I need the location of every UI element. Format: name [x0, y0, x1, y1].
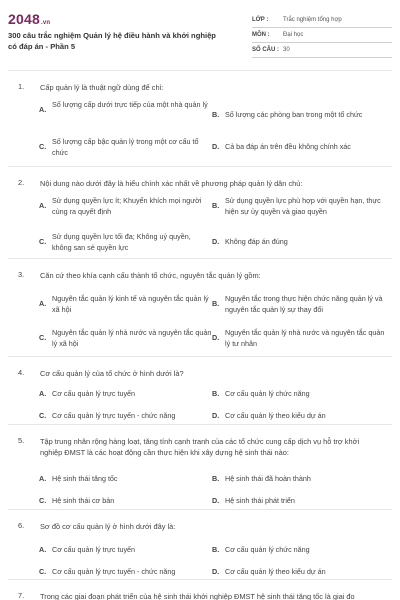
question-text: Trong các giai đoạn phát triển của hệ sinh thái khởi nghiệp ĐMST hệ sinh thái tăng tốc là giai đo	[40, 592, 355, 600]
question-text: Tập trung nhân rộng hàng loạt, tăng tính cạnh tranh của các tổ chức cung cấp dịch vụ hỗ trợ khởi nghiệp ĐMST là các hoạt động cần thực hiện khi xây dựng hệ sinh thái nào:	[40, 437, 360, 457]
option-letter: B.	[212, 389, 220, 398]
question-number: 5.	[18, 436, 25, 445]
option-letter: A.	[39, 545, 47, 554]
question-divider	[8, 424, 392, 425]
option-text: Số lượng cấp dưới trực tiếp của một nhà quản lý	[52, 100, 208, 109]
option-letter: D.	[212, 411, 220, 420]
meta-label: MÔN :	[252, 32, 270, 38]
question-number: 3.	[18, 270, 25, 279]
question-number: 6.	[18, 521, 25, 530]
logo-tld: .vn	[40, 20, 51, 26]
document-title: 300 câu trắc nghiệm Quản lý hệ điều hành và khởi nghiệp có đáp án - Phần 5	[8, 31, 216, 51]
option-text: Cơ cấu quản lý theo kiểu dự án	[225, 411, 326, 420]
option-text: Sử dụng quyền lực ít; Khuyến khích mọi người cùng ra quyết định	[52, 196, 202, 216]
meta-value: Trắc nghiệm tổng hợp	[283, 17, 342, 23]
meta-label: LỚP :	[252, 17, 269, 23]
option-letter: A.	[39, 105, 47, 114]
question-text: Sơ đồ cơ cấu quản lý ở hình dưới đây là:	[40, 522, 176, 531]
question-number: 1.	[18, 82, 25, 91]
question-text: Cấp quản lý là thuật ngữ dùng để chỉ:	[40, 83, 164, 92]
option-letter: B.	[212, 545, 220, 554]
option-letter: D.	[212, 142, 220, 151]
question-text: Cơ cấu quản lý của tổ chức ở hình dưới là?	[40, 369, 184, 378]
question-divider	[8, 356, 392, 357]
option-text: Số lượng các phòng ban trong một tổ chức	[225, 110, 363, 119]
question-divider	[8, 166, 392, 167]
option-letter: B.	[212, 299, 220, 308]
option-text: Hệ sinh thái tăng tốc	[52, 474, 118, 483]
option-letter: D.	[212, 333, 220, 342]
meta-value: 30	[283, 47, 290, 53]
option-text: Số lượng cấp bậc quản lý trong một cơ cấu tổ chức	[52, 137, 199, 157]
option-letter: C.	[39, 333, 47, 342]
option-letter: C.	[39, 142, 47, 151]
option-letter: C.	[39, 496, 47, 505]
option-text: Nguyên tắc quản lý nhà nước và nguyên tắc quản lý xã hội	[52, 328, 212, 348]
question-text: Nội dung nào dưới đây là hiểu chính xác nhất về phương pháp quản lý dân chủ:	[40, 179, 303, 188]
option-text: Không đáp án đúng	[225, 237, 288, 246]
question-divider	[8, 70, 392, 71]
option-letter: D.	[212, 567, 220, 576]
option-letter: C.	[39, 567, 47, 576]
option-text: Cơ cấu quản lý trực tuyến - chức năng	[52, 567, 176, 576]
option-text: Hệ sinh thái phát triển	[225, 496, 295, 505]
option-text: Sử dụng quyền lực tối đa; Không uỷ quyền, không san sẻ quyền lực	[52, 232, 191, 252]
option-letter: A.	[39, 299, 47, 308]
option-text: Cơ cấu quản lý trực tuyến - chức năng	[52, 411, 176, 420]
option-letter: A.	[39, 389, 47, 398]
option-text: Cả ba đáp án trên đều không chính xác	[225, 142, 351, 151]
option-letter: A.	[39, 201, 47, 210]
option-letter: D.	[212, 237, 220, 246]
question-number: 4.	[18, 368, 25, 377]
option-letter: A.	[39, 474, 47, 483]
option-text: Sử dụng quyền lực phù hợp với quyền hạn, thực hiện sự ủy quyền và giao quyền	[225, 196, 381, 216]
option-letter: C.	[39, 411, 47, 420]
option-text: Cơ cấu quản lý chức năng	[225, 545, 310, 554]
meta-label: SỐ CÂU :	[252, 47, 279, 53]
option-letter: B.	[212, 110, 220, 119]
option-text: Nguyên tắc trong thực hiện chức năng quản lý và nguyên tắc quản lý sự thay đổi	[225, 294, 383, 314]
option-text: Nguyên tắc quản lý kinh tế và nguyên tắc quản lý xã hội	[52, 294, 209, 314]
question-divider	[8, 509, 392, 510]
option-text: Nguyên tắc quản lý nhà nước và nguyên tắc quản lý tư nhân	[225, 328, 385, 348]
meta-value: Đại học	[283, 32, 304, 38]
question-number: 2.	[18, 178, 25, 187]
question-number: 7.	[18, 591, 25, 600]
option-text: Cơ cấu quản lý trực tuyến	[52, 545, 136, 554]
option-letter: B.	[212, 474, 220, 483]
question-divider	[8, 579, 392, 580]
option-text: Hệ sinh thái đã hoàn thành	[225, 474, 311, 483]
option-text: Hệ sinh thái cơ bản	[52, 496, 115, 505]
question-divider	[8, 258, 392, 259]
option-text: Cơ cấu quản lý theo kiểu dự án	[225, 567, 326, 576]
option-text: Cơ cấu quản lý chức năng	[225, 389, 310, 398]
logo-main: 2048	[8, 11, 40, 27]
option-letter: D.	[212, 496, 220, 505]
option-text: Cơ cấu quản lý trực tuyến	[52, 389, 136, 398]
question-text: Căn cứ theo khía cạnh cấu thành tổ chức, nguyên tắc quản lý gồm:	[40, 271, 261, 280]
option-letter: B.	[212, 201, 220, 210]
option-letter: C.	[39, 237, 47, 246]
